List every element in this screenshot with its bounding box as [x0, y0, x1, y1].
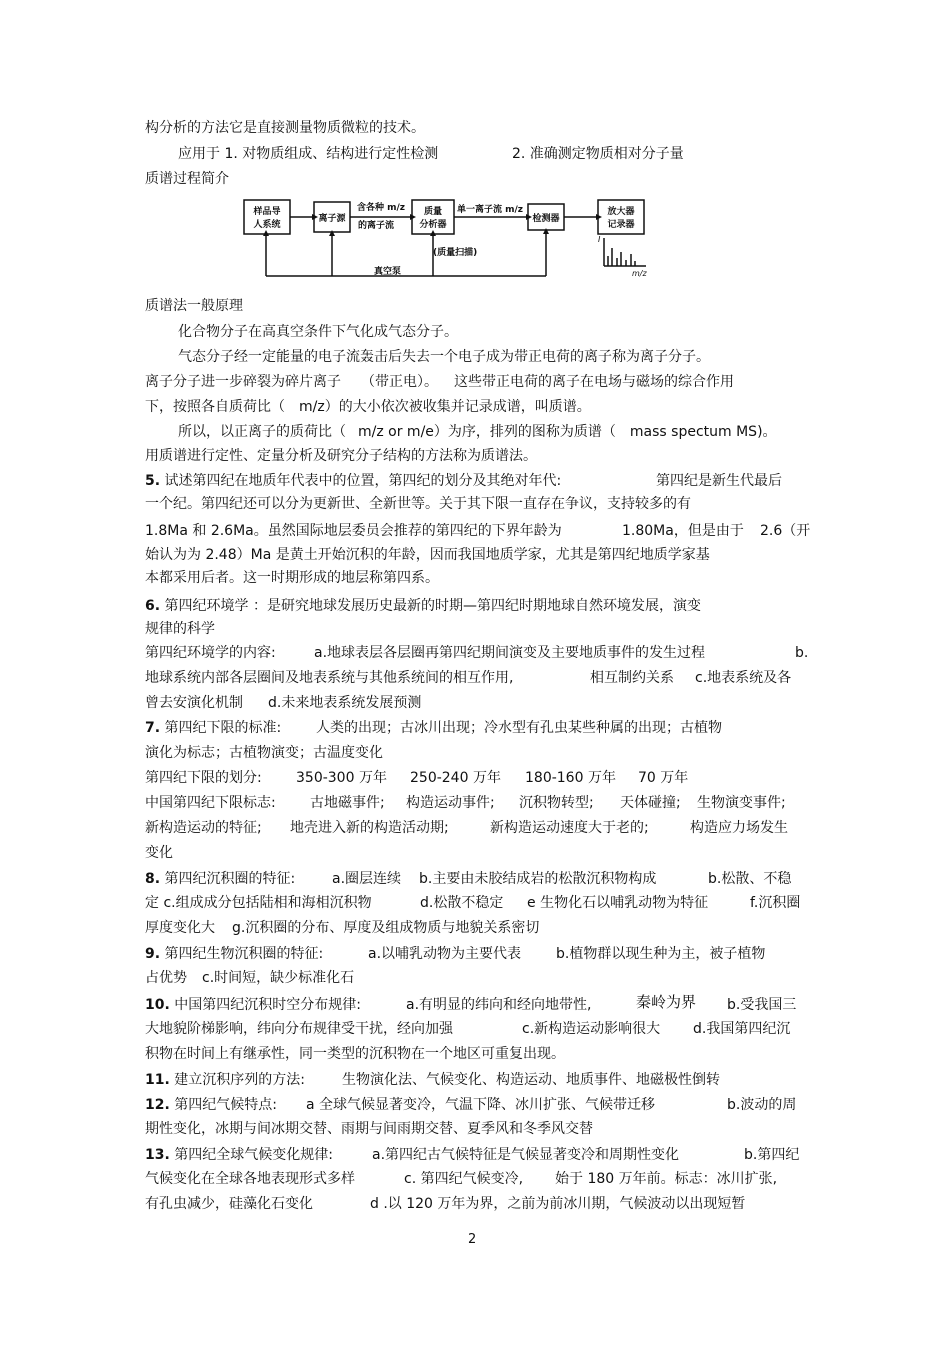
text-line: 1.8Ma 和 2.6Ma。虽然国际地层委员会推荐的第四纪的下界年龄为	[145, 523, 562, 539]
text-line: b.主要由未胶结成岩的松散沉积物构成	[419, 871, 657, 887]
question-number: 8.	[145, 871, 161, 887]
text-line: c.地表系统及各	[695, 670, 792, 686]
recorder-label: 记录器	[607, 220, 635, 230]
text-line: 曾去安演化机制	[145, 695, 243, 711]
text-line: c. 第四纪气候变冷,	[404, 1171, 524, 1187]
text-line: b.松散、不稳	[708, 871, 792, 887]
text-line: 气候变化在全球各地表现形式多样	[145, 1171, 355, 1187]
text-line: 中国第四纪下限标志:	[145, 795, 276, 811]
text-line: 新构造运动速度大于老的;	[490, 820, 649, 836]
text-line: 沉积物转型;	[519, 795, 594, 811]
text-line: 2. 准确测定物质相对分子量	[512, 146, 684, 162]
text-fragment: 试述第四纪在地质年代表中的位置，第四纪的划分及其绝对年代:	[164, 473, 562, 489]
text-line: b.波动的周	[727, 1097, 797, 1113]
text-line: f.沉积圈	[750, 895, 801, 911]
text-fragment: mass spectum MS)。	[629, 424, 777, 440]
mass-analyzer-label: 质量	[423, 207, 443, 217]
text-line: a.有明显的纬向和经向地带性,	[406, 997, 592, 1013]
text-line: b.植物群以现生种为主，被子植物	[556, 946, 766, 962]
text-fragment: ）的大小依次被收集并记录成谱，叫质谱。	[324, 399, 591, 415]
text-line: d.松散不稳定	[420, 895, 504, 911]
question-number: 6.	[145, 598, 161, 614]
text-line: 演化为标志；古植物演变；古温度变化	[145, 745, 383, 761]
text-fragment: 建立沉积序列的方法:	[174, 1072, 305, 1088]
text-line: a.以哺乳动物为主要代表	[368, 946, 522, 962]
text-line: 一个纪。第四纪还可以分为更新世、全新世等。关于其下限一直存在争议，支持较多的有	[145, 496, 691, 512]
text-line: 相互制约关系	[590, 670, 674, 686]
text-fragment: 第四纪沉积圈的特征:	[164, 871, 296, 887]
text-fragment: 离子分子进一步碎裂为碎片离子	[145, 374, 341, 390]
sample-inlet-label: 人系统	[253, 220, 281, 230]
mass-spec-process-diagram	[236, 190, 656, 282]
ion-source-label: 离子源	[318, 214, 346, 224]
sample-inlet-label: 样品导	[253, 207, 281, 217]
text-line: c.时间短，缺少标准化石	[202, 970, 355, 986]
text-fragment: 下，按照各自质荷比（	[145, 399, 285, 415]
text-line: b.第四纪	[744, 1147, 800, 1163]
text-line: 180-160 万年	[525, 770, 616, 786]
text-line: 70 万年	[638, 770, 689, 786]
text-line: 变化	[145, 845, 173, 861]
single-ion-flow-label: 单一离子流 m/z	[456, 205, 524, 215]
text-line: 人类的出现；古冰川出现；冷水型有孔虫某些种属的出现；古植物	[316, 720, 722, 736]
question-5	[145, 471, 561, 491]
text-line: 本都采用后者。这一时期形成的地层称第四系。	[145, 570, 439, 586]
text-line: a.圈层连续	[332, 871, 402, 887]
text-line: 第四纪是新生代最后	[656, 473, 782, 489]
text-line: 生物演化法、气候变化、构造运动、地质事件、地磁极性倒转	[342, 1072, 720, 1088]
text-line: a 全球气候显著变冷，气温下降、冰川扩张、气候带迁移	[306, 1097, 656, 1113]
text-line: 规律的科学	[145, 621, 215, 637]
text-line: 积物在时间上有继承性，同一类型的沉积物在一个地区可重复出现。	[145, 1046, 565, 1062]
text-fragment: 第四纪环境学 ：是研究地球发展历史最新的时期—第四纪时期地球自然环境发展，演变	[164, 598, 701, 614]
text-line: 化合物分子在高真空条件下气化成气态分子。	[178, 324, 458, 340]
text-fragment: 第四纪气候特点:	[174, 1097, 277, 1113]
text-fragment: ）为序，排列的图称为质谱（	[433, 424, 616, 440]
question-8	[145, 869, 295, 889]
text-line: a.地球表层各层圈再第四纪期间演变及主要地质事件的发生过程	[314, 645, 706, 661]
mz-axis-label: m/z	[632, 269, 647, 278]
text-line: 第四纪环境学的内容:	[145, 645, 276, 661]
question-number: 13.	[145, 1147, 170, 1163]
question-number: 7.	[145, 720, 161, 736]
vacuum-pump-label: 真空泵	[374, 267, 402, 277]
text-fragment: 第四纪生物沉积圈的特征:	[164, 946, 324, 962]
question-number: 11.	[145, 1072, 170, 1088]
text-line: 350-300 万年	[296, 770, 387, 786]
section-heading: 质谱法一般原理	[145, 298, 243, 314]
question-number: 5.	[145, 473, 161, 489]
question-10	[145, 995, 361, 1015]
intensity-axis-label: I	[598, 235, 601, 244]
text-line: 地壳进入新的构造活动期;	[290, 820, 449, 836]
question-9	[145, 944, 323, 964]
text-line: 构造应力场发生	[690, 820, 788, 836]
text-fragment: 应用于 1. 对物质组成、结构进行定性检测	[178, 146, 439, 162]
text-fragment: 第四纪下限的标准:	[164, 720, 282, 736]
text-line	[145, 372, 734, 392]
text-line: d .以 120 万年为界，之前为前冰川期，气候波动以出现短暂	[370, 1196, 746, 1212]
text-line	[178, 422, 777, 442]
question-6	[145, 596, 701, 616]
text-line: 第四纪下限的划分:	[145, 770, 262, 786]
mass-scan-label: (质量扫描)	[433, 248, 478, 258]
text-fragment: m/z	[299, 399, 325, 415]
text-line: 用质谱进行定性、定量分析及研究分子结构的方法称为质谱法。	[145, 448, 537, 464]
text-line: 新构造运动的特征;	[145, 820, 262, 836]
detector-label: 检测器	[532, 214, 560, 224]
question-number: 9.	[145, 946, 161, 962]
question-11	[145, 1070, 305, 1090]
text-fragment: 第四纪全球气候变化规律:	[174, 1147, 333, 1163]
text-line: 气态分子经一定能量的电子流轰击后失去一个电子成为带正电荷的离子称为离子分子。	[178, 349, 710, 365]
text-line: b.	[795, 645, 809, 661]
text-line: 构分析的方法它是直接测量物质微粒的技术。	[145, 120, 425, 136]
question-13	[145, 1145, 333, 1165]
text-fragment: 所以，以正离子的质荷比（	[178, 424, 346, 440]
ion-flow-label: 含各种 m/z	[356, 203, 406, 213]
text-line: 古地磁事件;	[310, 795, 385, 811]
text-line: 有孔虫减少，硅藻化石变化	[145, 1196, 313, 1212]
text-line: 占优势	[145, 970, 187, 986]
text-line: 厚度变化大	[145, 920, 215, 936]
text-line: 250-240 万年	[410, 770, 501, 786]
text-line	[178, 144, 438, 164]
question-12	[145, 1095, 277, 1115]
text-line: 期性变化，冰期与间冰期交替、雨期与间雨期交替、夏季风和冬季风交替	[145, 1121, 593, 1137]
text-line: d.我国第四纪沉	[693, 1021, 791, 1037]
text-line: 1.80Ma，但是由于	[622, 523, 744, 539]
text-line: a.第四纪古气候特征是气候显著变冷和周期性变化	[372, 1147, 680, 1163]
question-7	[145, 718, 281, 738]
mass-analyzer-label: 分析器	[419, 220, 447, 230]
text-fragment: （带正电）。	[361, 374, 438, 390]
text-line: 生物演变事件;	[697, 795, 786, 811]
text-line: 始认为为 2.48）Ma 是黄土开始沉积的年龄，因而我国地质学家，尤其是第四纪地质学家基	[145, 547, 710, 563]
ion-flow-label: 的离子流	[357, 221, 395, 231]
amplifier-label: 放大器	[607, 207, 635, 217]
question-number: 10.	[145, 997, 170, 1013]
section-heading: 质谱过程简介	[145, 171, 229, 187]
text-line: 定 c.组成成分包括陆相和海相沉积物	[145, 895, 372, 911]
text-line: 天体碰撞;	[620, 795, 681, 811]
text-line: 地球系统内部各层圈间及地表系统与其他系统间的相互作用,	[145, 670, 514, 686]
text-line: e 生物化石以哺乳动物为特征	[527, 895, 709, 911]
page-number: 2	[468, 1232, 477, 1247]
text-line: 2.6（开	[760, 523, 811, 539]
text-fragment: 这些带正电荷的离子在电场与磁场的综合作用	[454, 374, 734, 390]
text-line: c.新构造运动影响很大	[522, 1021, 661, 1037]
question-number: 12.	[145, 1097, 170, 1113]
text-line	[145, 397, 591, 417]
text-line: 大地貌阶梯影响，纬向分布规律受干扰，经向加强	[145, 1021, 453, 1037]
text-line: 始于 180 万年前。标志：冰川扩张,	[555, 1171, 778, 1187]
text-fragment: m/z or m/e	[358, 424, 434, 440]
text-line: d.未来地表系统发展预测	[268, 695, 422, 711]
text-fragment: 中国第四纪沉积时空分布规律:	[174, 997, 361, 1013]
text-line: 构造运动事件;	[406, 795, 495, 811]
text-line: b.受我国三	[727, 997, 797, 1013]
text-line: 秦岭为界	[636, 993, 697, 1011]
text-line: g.沉积圈的分布、厚度及组成物质与地貌关系密切	[232, 920, 540, 936]
